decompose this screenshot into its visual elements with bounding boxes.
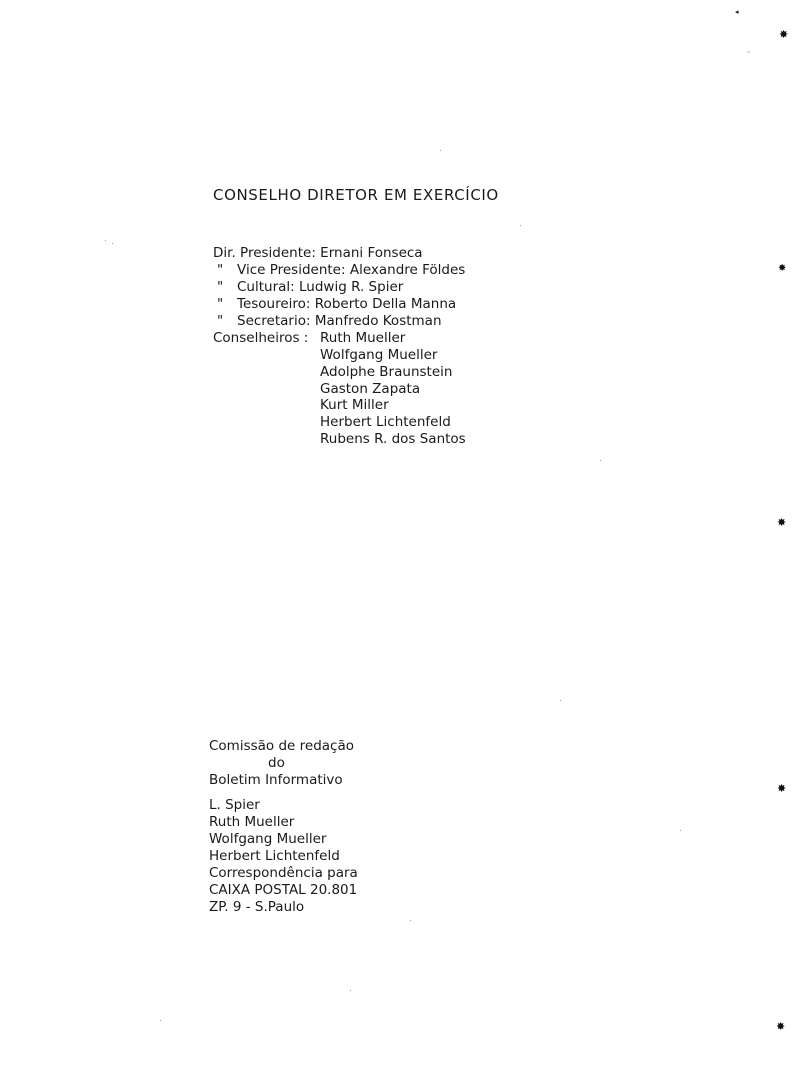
board-line-prefix: " <box>217 313 224 329</box>
editorial-heading-connector: do <box>268 755 285 771</box>
board-line-name: Alexandre Földes <box>349 262 466 278</box>
board-line-prefix: " <box>217 279 224 295</box>
board-line-prefix: Dir. <box>213 245 236 261</box>
editorial-member: Herbert Lichtenfeld <box>209 848 340 864</box>
contact-label: Correspondência para <box>209 865 358 881</box>
councilor-name: Herbert Lichtenfeld <box>320 414 451 430</box>
postal-city: ZP. 9 - S.Paulo <box>209 899 305 915</box>
scan-speck <box>560 700 561 701</box>
board-line-role: Vice Presidente: <box>237 262 346 278</box>
editorial-member: Ruth Mueller <box>209 814 295 830</box>
postal-box: CAIXA POSTAL 20.801 <box>209 882 358 898</box>
scan-speck <box>600 460 601 461</box>
scan-speck <box>680 830 681 831</box>
editorial-member: L. Spier <box>209 797 260 813</box>
board-line-secretary <box>217 313 442 330</box>
board-line-name: Ludwig R. Spier <box>299 279 404 295</box>
punch-mark-icon: ✸ <box>777 782 787 795</box>
scan-speck <box>112 243 113 244</box>
punch-mark-icon: ✸ <box>779 28 789 41</box>
scan-speck <box>520 225 521 226</box>
scan-speck-icon: ◂ <box>735 8 739 16</box>
board-line-role: Secretario: <box>237 313 311 329</box>
scan-speck <box>440 150 441 151</box>
punch-mark-icon: ✸ <box>777 516 787 529</box>
scan-speck <box>350 990 351 991</box>
editorial-heading: Comissão de redação <box>209 738 354 754</box>
scan-speck <box>105 240 106 241</box>
councilors-label: Conselheiros : <box>213 330 309 346</box>
punch-mark-icon: ✸ <box>778 263 787 274</box>
councilor-name: Adolphe Braunstein <box>320 364 453 380</box>
scan-speck-icon: ᵕ <box>747 48 751 57</box>
editorial-heading-bulletin: Boletim Informativo <box>209 772 343 788</box>
board-line-president <box>213 245 423 262</box>
board-line-vice-president <box>217 262 465 279</box>
editorial-member: Wolfgang Mueller <box>209 831 327 847</box>
board-line-role: Tesoureiro: <box>237 296 311 312</box>
board-line-name: Ernani Fonseca <box>320 245 423 261</box>
board-line-prefix: " <box>217 296 224 312</box>
councilor-name: Wolfgang Mueller <box>320 347 438 363</box>
board-line-cultural <box>217 279 403 296</box>
councilor-name: Ruth Mueller <box>320 330 406 346</box>
board-line-role: Presidente: <box>240 245 316 261</box>
board-line-name: Roberto Della Manna <box>314 296 457 312</box>
scan-speck <box>410 920 411 921</box>
scan-speck <box>160 1020 161 1021</box>
councilor-name: Rubens R. dos Santos <box>320 431 466 447</box>
board-line-name: Manfredo Kostman <box>314 313 442 329</box>
board-line-prefix: " <box>217 262 224 278</box>
board-title: CONSELHO DIRETOR EM EXERCÍCIO <box>213 186 499 204</box>
councilor-name: Kurt Miller <box>320 397 389 413</box>
punch-mark-icon: ✸ <box>776 1020 786 1033</box>
board-line-role: Cultural: <box>237 279 295 295</box>
board-line-treasurer <box>217 296 456 313</box>
councilor-name: Gaston Zapata <box>320 381 421 397</box>
